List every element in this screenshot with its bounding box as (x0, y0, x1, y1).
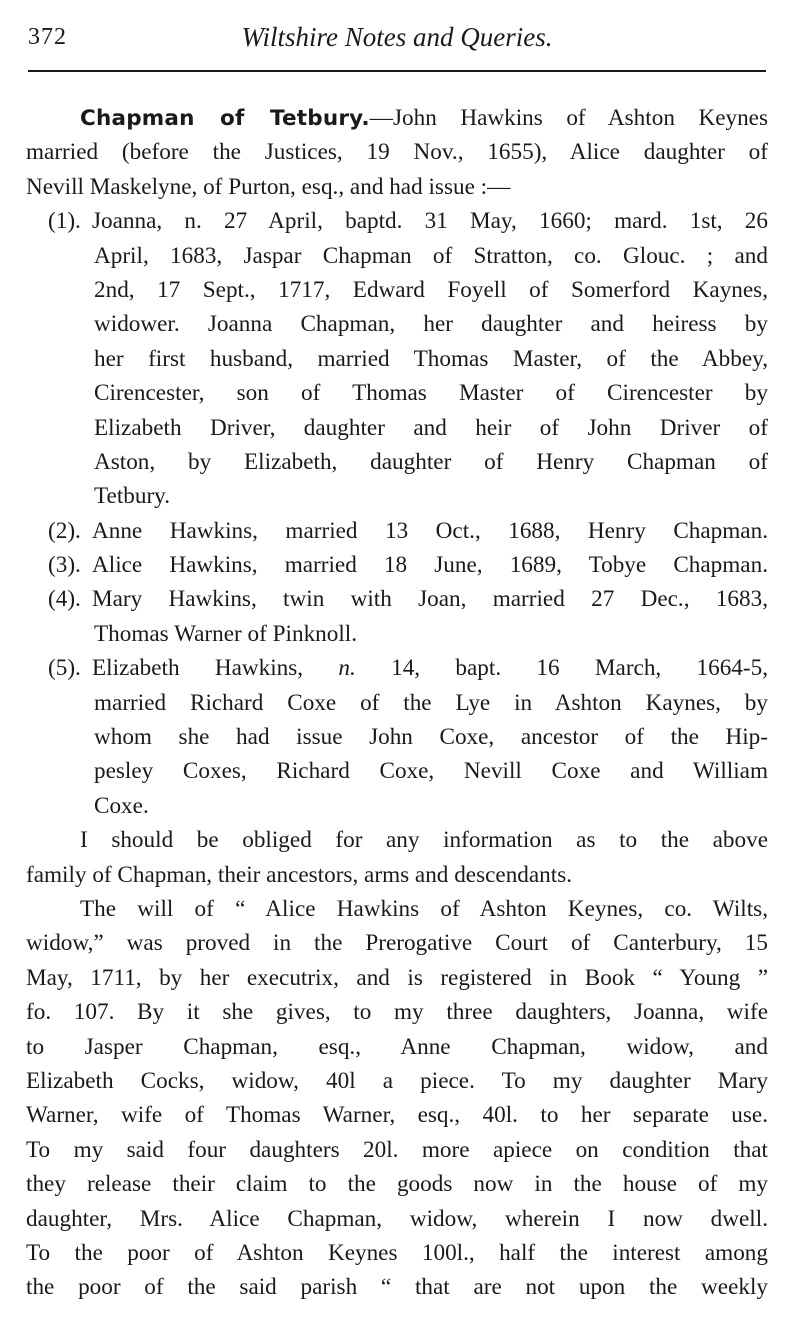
will-line: daughter, Mrs. Alice Chapman, widow, wherein I now dwell. (26, 1205, 768, 1232)
issue-line: Aston, by Elizabeth, daughter of Henry Chapman of (94, 448, 768, 475)
issue-number: (2). (48, 517, 81, 544)
issue-number: (5). (48, 655, 81, 682)
issue-number: (4). (48, 586, 81, 613)
query-line: I should be obliged for any information as to the above (80, 827, 768, 854)
issue-item-2: (2). Anne Hawkins, married 13 Oct., 1688, Henry Chapman. (26, 514, 768, 548)
issue-number: (1). (48, 208, 81, 235)
article-body (26, 101, 768, 1305)
query-line: family of Chapman, their ancestors, arms and descendants. (26, 861, 573, 888)
will-line: Warner, wife of Thomas Warner, esq., 40l. to her separate use. (26, 1102, 768, 1129)
page-number: 372 (28, 24, 67, 50)
issue-item-3: (3). Alice Hawkins, married 18 June, 1689, Tobye Chapman. (26, 548, 768, 582)
will-line: fo. 107. By it she gives, to my three daughters, Joanna, wife (26, 999, 768, 1026)
issue-line: pesley Coxes, Richard Coxe, Nevill Coxe and William (94, 758, 768, 785)
will-line: May, 1711, by her executrix, and is registered in Book “ Young ” (26, 964, 768, 991)
intro-line (26, 101, 768, 135)
issue-line: Tetbury. (94, 483, 171, 510)
issue-line: Thomas Warner of Pinknoll. (94, 620, 358, 647)
intro-line: Nevill Maskelyne, of Purton, esq., and had issue :— (26, 173, 511, 200)
issue-line: Cirencester, son of Thomas Master of Cirencester by (94, 380, 768, 407)
intro-line: married (before the Justices, 19 Nov., 1655), Alice daughter of (26, 139, 768, 166)
issue-line: whom she had issue John Coxe, ancestor of the Hip- (94, 724, 768, 751)
page-header (28, 18, 766, 58)
issue-line: Coxe. (94, 792, 149, 819)
issue-item-5: (5). Elizabeth Hawkins, n. 14, bapt. 16 March, 1664-5, (26, 651, 768, 685)
will-line: to Jasper Chapman, esq., Anne Chapman, widow, and (26, 1033, 768, 1060)
article-heading: Chapman of Tetbury. (80, 106, 370, 131)
issue-line: 2nd, 17 Sept., 1717, Edward Foyell of Somerford Kaynes, (94, 276, 768, 303)
will-line: the poor of the said parish “ that are not upon the weekly (26, 1274, 768, 1301)
issue-line: April, 1683, Jaspar Chapman of Stratton, co. Glouc. ; and (94, 242, 768, 269)
issue-line: married Richard Coxe of the Lye in Ashton Kaynes, by (94, 689, 768, 716)
issue-line: widower. Joanna Chapman, her daughter and heiress by (94, 311, 768, 338)
header-rule (28, 70, 766, 72)
will-line: widow,” was proved in the Prerogative Court of Canterbury, 15 (26, 930, 768, 957)
issue-item-1: (1). Joanna, n. 27 April, baptd. 31 May, 1660; mard. 1st, 26 (26, 204, 768, 238)
running-title: Wiltshire Notes and Queries. (241, 22, 553, 52)
will-line: To my said four daughters 20l. more apiece on condition that (26, 1136, 768, 1163)
issue-item-4: (4). Mary Hawkins, twin with Joan, married 27 Dec., 1683, (26, 582, 768, 616)
issue-line: her first husband, married Thomas Master, of the Abbey, (94, 345, 768, 372)
intro-first: —John Hawkins of Ashton Keynes (369, 105, 769, 131)
will-line: The will of “ Alice Hawkins of Ashton Keynes, co. Wilts, (80, 895, 768, 922)
issue-number: (3). (48, 552, 81, 579)
will-line: Elizabeth Cocks, widow, 40l a piece. To my daughter Mary (26, 1067, 768, 1094)
will-line: they release their claim to the goods now in the house of my (26, 1171, 768, 1198)
issue-line: Elizabeth Driver, daughter and heir of John Driver of (94, 414, 768, 441)
will-line: To the poor of Ashton Keynes 100l., half the interest among (26, 1239, 768, 1266)
